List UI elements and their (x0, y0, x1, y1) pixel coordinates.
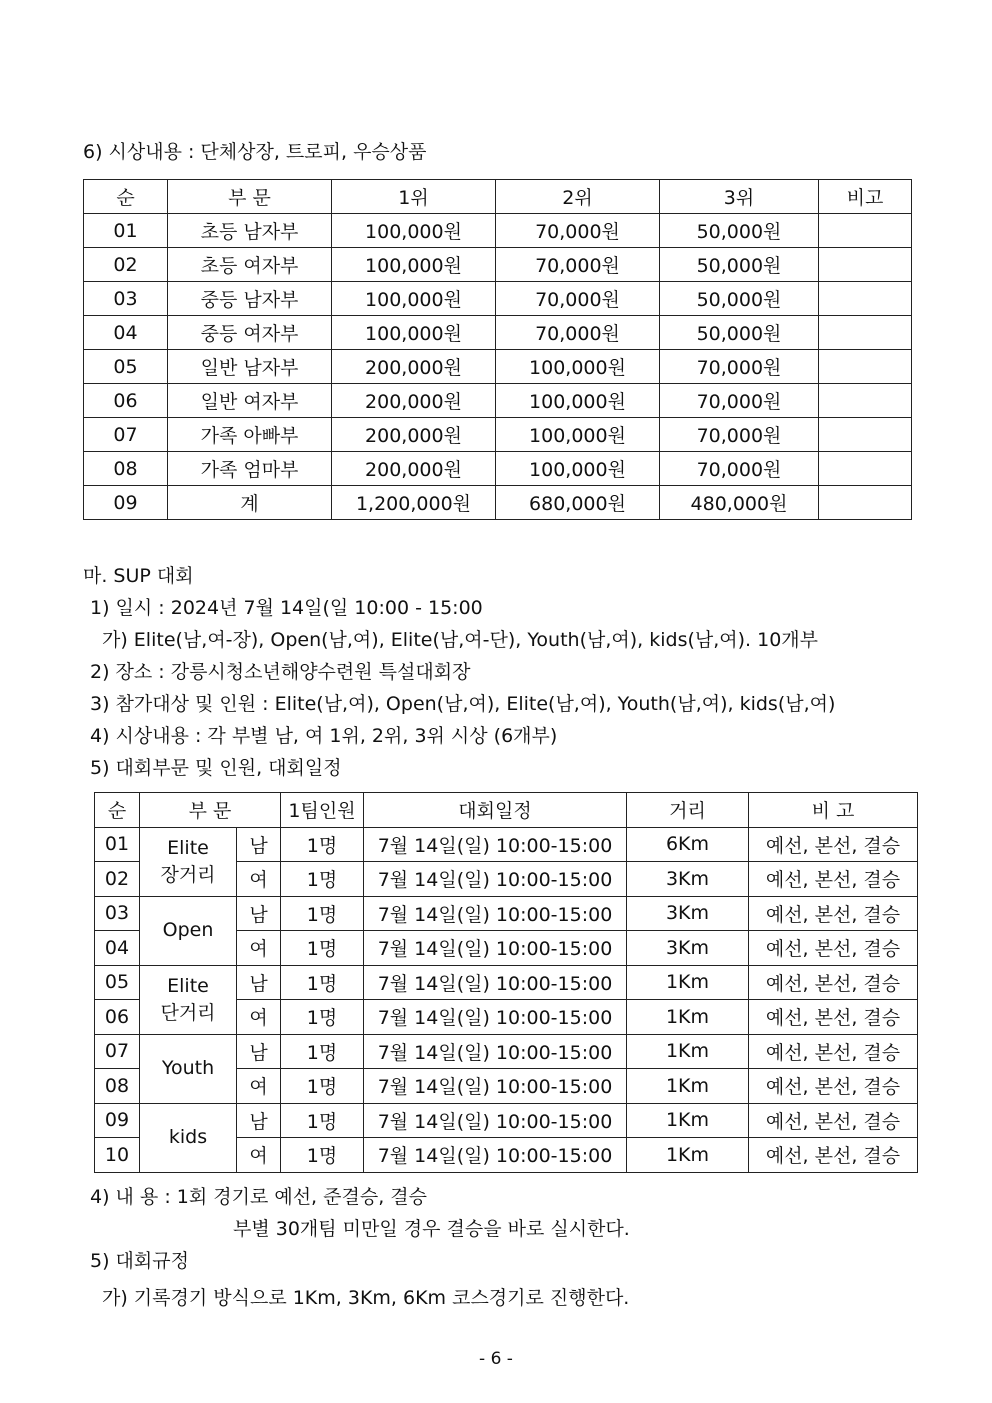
col-header-no: 순 (95, 793, 140, 828)
cell-distance: 3Km (627, 862, 749, 897)
cell-division-name (140, 896, 237, 965)
col-header-distance: 거리 (627, 793, 749, 828)
table-row (84, 282, 912, 316)
cell-note: 예선, 본선, 결승 (749, 1069, 918, 1104)
col-header-team-size: 1팀인원 (281, 793, 364, 828)
prize-header-row (84, 180, 912, 214)
division-name-line1: Elite (167, 836, 209, 859)
rules-item: 가) 기록경기 방식으로 1Km, 3Km, 6Km 코스경기로 진행한다. (102, 1287, 630, 1309)
cell-no: 03 (95, 896, 140, 931)
cell-no: 05 (95, 965, 140, 1000)
cell-first: 200,000원 (332, 350, 496, 384)
cell-distance: 1Km (627, 1069, 749, 1104)
sup-datetime: 1) 일시 : 2024년 7월 14일(일 10:00 - 15:00 (90, 597, 483, 619)
sup-sub-divisions: 가) Elite(남,여-장), Open(남,여), Elite(남,여-단), Youth(남,여), kids(남,여). 10개부 (102, 629, 819, 651)
cell-note: 예선, 본선, 결승 (749, 1034, 918, 1069)
cell-team-size: 1명 (281, 931, 364, 966)
cell-team-size: 1명 (281, 1034, 364, 1069)
sup-header-row (95, 793, 918, 828)
cell-second: 100,000원 (496, 384, 660, 418)
cell-no: 08 (95, 1069, 140, 1104)
sup-participants: 3) 참가대상 및 인원 : Elite(남,여), Open(남,여), Elite(남,여), Youth(남,여), kids(남,여) (90, 693, 836, 715)
cell-first: 1,200,000원 (332, 486, 496, 520)
cell-schedule: 7월 14일(일) 10:00-15:00 (364, 1069, 627, 1104)
cell-first: 100,000원 (332, 248, 496, 282)
cell-no: 03 (84, 282, 168, 316)
cell-note (819, 452, 912, 486)
cell-division: 일반 여자부 (168, 384, 332, 418)
table-row (95, 827, 918, 862)
cell-gender: 여 (237, 931, 281, 966)
col-header-division: 부 문 (140, 793, 281, 828)
page-number: - 6 - (479, 1349, 513, 1369)
prize-section-title: 6) 시상내용 : 단체상장, 트로피, 우승상품 (83, 141, 427, 163)
cell-note: 예선, 본선, 결승 (749, 1138, 918, 1173)
cell-no: 09 (84, 486, 168, 520)
cell-third: 50,000원 (660, 214, 819, 248)
cell-no: 01 (84, 214, 168, 248)
cell-note: 예선, 본선, 결승 (749, 827, 918, 862)
cell-first: 100,000원 (332, 214, 496, 248)
cell-note (819, 486, 912, 520)
cell-third: 50,000원 (660, 316, 819, 350)
cell-no: 01 (95, 827, 140, 862)
cell-schedule: 7월 14일(일) 10:00-15:00 (364, 1034, 627, 1069)
cell-division: 중등 남자부 (168, 282, 332, 316)
cell-second: 70,000원 (496, 282, 660, 316)
cell-note (819, 316, 912, 350)
cell-gender: 남 (237, 1034, 281, 1069)
cell-distance: 1Km (627, 1000, 749, 1035)
cell-division: 계 (168, 486, 332, 520)
division-name-line2: 단거리 (160, 1001, 216, 1024)
sup-venue: 2) 장소 : 강릉시청소년해양수련원 특설대회장 (90, 661, 471, 683)
cell-schedule: 7월 14일(일) 10:00-15:00 (364, 965, 627, 1000)
cell-gender: 남 (237, 965, 281, 1000)
rules-title: 5) 대회규정 (90, 1250, 189, 1272)
cell-team-size: 1명 (281, 965, 364, 1000)
cell-distance: 1Km (627, 965, 749, 1000)
col-header-schedule: 대회일정 (364, 793, 627, 828)
col-header-division: 부 문 (168, 180, 332, 214)
cell-note (819, 350, 912, 384)
cell-third: 50,000원 (660, 248, 819, 282)
cell-distance: 3Km (627, 931, 749, 966)
cell-schedule: 7월 14일(일) 10:00-15:00 (364, 862, 627, 897)
division-name-line1: Elite (167, 974, 209, 997)
col-header-note: 비고 (819, 180, 912, 214)
cell-gender: 남 (237, 1103, 281, 1138)
cell-team-size: 1명 (281, 827, 364, 862)
table-row (84, 486, 912, 520)
col-header-note: 비 고 (749, 793, 918, 828)
table-row (95, 896, 918, 931)
cell-first: 200,000원 (332, 452, 496, 486)
cell-division-name (140, 1034, 237, 1103)
cell-distance: 1Km (627, 1138, 749, 1173)
cell-no: 07 (84, 418, 168, 452)
cell-no: 04 (95, 931, 140, 966)
cell-note: 예선, 본선, 결승 (749, 1000, 918, 1035)
cell-third: 70,000원 (660, 418, 819, 452)
cell-team-size: 1명 (281, 1138, 364, 1173)
cell-schedule: 7월 14일(일) 10:00-15:00 (364, 896, 627, 931)
cell-first: 100,000원 (332, 316, 496, 350)
cell-second: 70,000원 (496, 248, 660, 282)
cell-second: 100,000원 (496, 418, 660, 452)
cell-no: 06 (84, 384, 168, 418)
cell-distance: 1Km (627, 1034, 749, 1069)
cell-no: 02 (84, 248, 168, 282)
cell-gender: 여 (237, 1138, 281, 1173)
table-row (84, 384, 912, 418)
cell-third: 70,000원 (660, 350, 819, 384)
cell-no: 08 (84, 452, 168, 486)
cell-third: 70,000원 (660, 452, 819, 486)
cell-distance: 6Km (627, 827, 749, 862)
table-row (95, 1103, 918, 1138)
cell-team-size: 1명 (281, 862, 364, 897)
cell-gender: 여 (237, 1069, 281, 1104)
table-row (84, 350, 912, 384)
prize-table (83, 179, 912, 520)
sup-schedule-title: 5) 대회부문 및 인원, 대회일정 (90, 757, 342, 779)
division-name-line1: kids (168, 1126, 208, 1148)
cell-distance: 1Km (627, 1103, 749, 1138)
cell-schedule: 7월 14일(일) 10:00-15:00 (364, 1000, 627, 1035)
cell-division-name (140, 965, 237, 1034)
cell-first: 200,000원 (332, 384, 496, 418)
cell-note: 예선, 본선, 결승 (749, 1103, 918, 1138)
table-row (84, 316, 912, 350)
cell-gender: 여 (237, 862, 281, 897)
cell-gender: 여 (237, 1000, 281, 1035)
cell-team-size: 1명 (281, 1000, 364, 1035)
cell-team-size: 1명 (281, 1103, 364, 1138)
cell-schedule: 7월 14일(일) 10:00-15:00 (364, 1103, 627, 1138)
cell-second: 680,000원 (496, 486, 660, 520)
cell-no: 07 (95, 1034, 140, 1069)
table-row (84, 248, 912, 282)
col-header-second: 2위 (496, 180, 660, 214)
table-row (84, 214, 912, 248)
cell-gender: 남 (237, 827, 281, 862)
cell-first: 200,000원 (332, 418, 496, 452)
cell-second: 100,000원 (496, 350, 660, 384)
cell-no: 09 (95, 1103, 140, 1138)
cell-first: 100,000원 (332, 282, 496, 316)
cell-division: 초등 여자부 (168, 248, 332, 282)
cell-division: 일반 남자부 (168, 350, 332, 384)
content-line-1: 4) 내 용 : 1회 경기로 예선, 준결승, 결승 (90, 1186, 427, 1208)
sup-awards: 4) 시상내용 : 각 부별 남, 여 1위, 2위, 3위 시상 (6개부) (90, 725, 558, 747)
cell-division: 가족 아빠부 (168, 418, 332, 452)
cell-team-size: 1명 (281, 1069, 364, 1104)
sup-heading: 마. SUP 대회 (83, 565, 194, 587)
table-row (95, 965, 918, 1000)
col-header-third: 3위 (660, 180, 819, 214)
cell-no: 04 (84, 316, 168, 350)
cell-division: 가족 엄마부 (168, 452, 332, 486)
col-header-no: 순 (84, 180, 168, 214)
cell-distance: 3Km (627, 896, 749, 931)
cell-no: 05 (84, 350, 168, 384)
cell-note (819, 214, 912, 248)
cell-division: 중등 여자부 (168, 316, 332, 350)
cell-gender: 남 (237, 896, 281, 931)
cell-third: 480,000원 (660, 486, 819, 520)
cell-note (819, 384, 912, 418)
cell-note (819, 418, 912, 452)
cell-third: 50,000원 (660, 282, 819, 316)
division-name-line1: Open (162, 919, 214, 941)
division-name-line2: 장거리 (160, 863, 216, 886)
table-row (84, 452, 912, 486)
cell-third: 70,000원 (660, 384, 819, 418)
cell-team-size: 1명 (281, 896, 364, 931)
cell-no: 06 (95, 1000, 140, 1035)
cell-note: 예선, 본선, 결승 (749, 931, 918, 966)
cell-no: 02 (95, 862, 140, 897)
cell-note (819, 282, 912, 316)
cell-note: 예선, 본선, 결승 (749, 896, 918, 931)
cell-note: 예선, 본선, 결승 (749, 862, 918, 897)
cell-no: 10 (95, 1138, 140, 1173)
cell-division-name (140, 827, 237, 896)
table-row (95, 1034, 918, 1069)
sup-schedule-table (94, 792, 918, 1173)
division-name-line1: Youth (161, 1057, 215, 1079)
cell-division: 초등 남자부 (168, 214, 332, 248)
content-line-2: 부별 30개팀 미만일 경우 결승을 바로 실시한다. (233, 1218, 630, 1240)
table-row (84, 418, 912, 452)
col-header-first: 1위 (332, 180, 496, 214)
cell-note: 예선, 본선, 결승 (749, 965, 918, 1000)
cell-second: 70,000원 (496, 214, 660, 248)
cell-schedule: 7월 14일(일) 10:00-15:00 (364, 1138, 627, 1173)
cell-schedule: 7월 14일(일) 10:00-15:00 (364, 931, 627, 966)
cell-second: 100,000원 (496, 452, 660, 486)
cell-second: 70,000원 (496, 316, 660, 350)
cell-note (819, 248, 912, 282)
cell-division-name (140, 1103, 237, 1172)
cell-schedule: 7월 14일(일) 10:00-15:00 (364, 827, 627, 862)
